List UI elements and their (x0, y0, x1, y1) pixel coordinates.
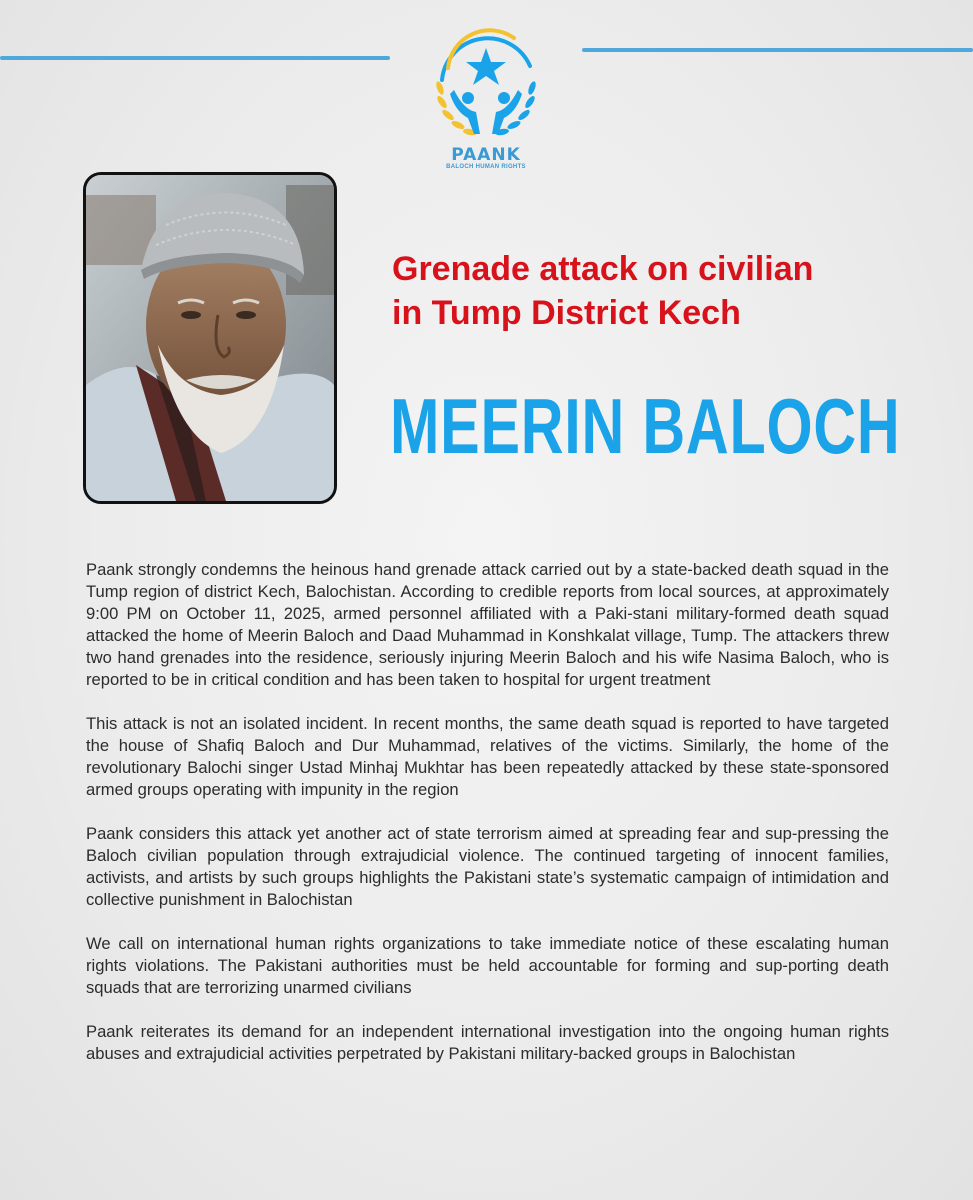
headline-line-2: in Tump District Kech (392, 294, 741, 332)
headline-line-1: Grenade attack on civilian (392, 250, 814, 288)
laurel-star-icon (418, 18, 554, 148)
victim-photo (83, 172, 337, 504)
paragraph: Paank reiterates its demand for an independent international investigation into the ongoing human rights abuses and extrajudicial activities perpetrated by Pakistani military-backed groups in Balochistan (86, 1022, 889, 1063)
paragraph: This attack is not an isolated incident. In recent months, the same death squad is reported to have targeted the house of Shafiq Baloch and Dur Muhammad, relatives of the victims. Similarly, the home of the revolutionary Balochi singer Ustad Minhaj Mukhtar has been repeatedly attacked by these state-sponsored armed groups operating with impunity in the region (86, 714, 889, 799)
logo-wordmark: PAANK (451, 145, 521, 165)
paragraph: Paank considers this attack yet another act of state terrorism aimed at spreading fear and sup-pressing the Baloch civilian population through extrajudicial violence. The continued targeting of innocent families, activists, and artists by such groups highlights the Pakistani state’s systematic campaign of intimidation and collective punishment in Balochistan (86, 824, 889, 909)
logo-tagline: BALOCH HUMAN RIGHTS (446, 164, 526, 170)
header-rule-right (582, 48, 973, 52)
paragraph: Paank strongly condemns the heinous hand grenade attack carried out by a state-backed death squad in the Tump region of district Kech, Balochistan. According to credible reports from local sources, at approximately 9:00 PM on October 11, 2025, armed personnel affiliated with a Paki-stani military-formed death squad attacked the home of Meerin Baloch and Daad Muhammad in Konshkalat village, Tump. The attackers threw two hand grenades into the residence, seriously injuring Meerin Baloch and his wife Nasima Baloch, who is reported to be in critical condition and has been taken to hospital for urgent treatment (86, 560, 889, 689)
header-rule-left (0, 56, 390, 60)
headline (392, 247, 952, 335)
victim-name: MEERIN BALOCH (390, 382, 901, 470)
paank-logo (418, 18, 554, 178)
statement-body (86, 559, 889, 1087)
portrait-image (86, 175, 334, 501)
paragraph: We call on international human rights organizations to take immediate notice of these escalating human rights violations. The Pakistani authorities must be held accountable for forming and sup-porting death squads that are terrorizing unarmed civilians (86, 934, 889, 997)
